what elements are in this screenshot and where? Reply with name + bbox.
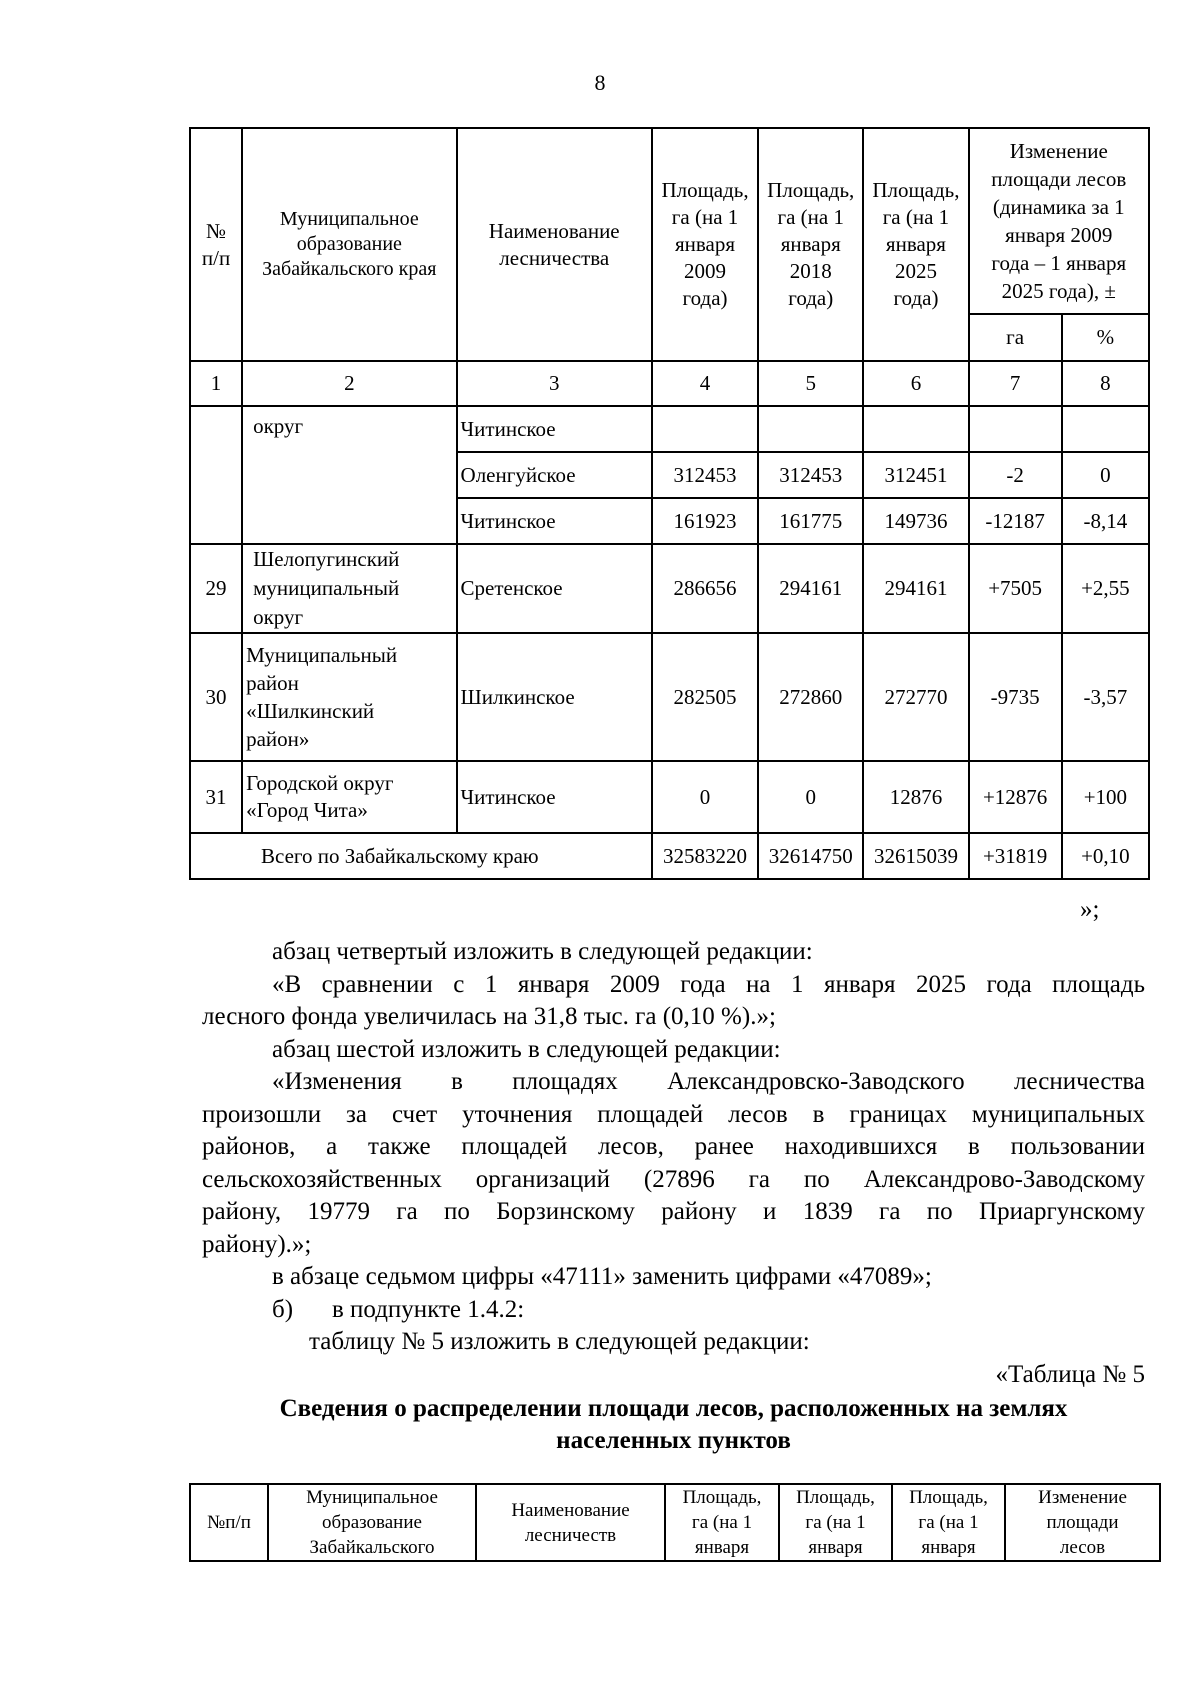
header-municipality: Муниципальное образование Забайкальского xyxy=(268,1484,476,1561)
paragraph: абзац шестой изложить в следующей редакции: xyxy=(272,1035,781,1063)
col-number: 5 xyxy=(758,361,863,406)
cell-change-ha xyxy=(969,406,1062,452)
total-row xyxy=(190,833,1149,879)
header-area-2009: Площадь, га (на 1 января 2009 года) xyxy=(652,128,758,361)
total-area-2025: 32615039 xyxy=(863,833,968,879)
cell-change-pct xyxy=(1062,406,1149,452)
paragraph: в абзаце седьмом цифры «47111» заменить цифрами «47089»; xyxy=(272,1263,932,1290)
header-change: Изменение площади лесов xyxy=(1005,1484,1160,1561)
col-number: 4 xyxy=(652,361,758,406)
paragraph: сельскохозяйственных организаций (27896 га по Александрово-Заводскому xyxy=(202,1165,1145,1193)
total-label: Всего по Забайкальскому краю xyxy=(190,833,652,879)
cell-municipality: Муниципальный район «Шилкинский район» xyxy=(242,633,456,761)
header-area: Площадь, га (на 1 января xyxy=(779,1484,892,1561)
table-row xyxy=(190,761,1149,833)
cell-area-2025: 272770 xyxy=(863,633,968,761)
paragraph: району, 19779 га по Борзинскому району и 1839 га по Приаргунскому xyxy=(202,1198,1145,1225)
cell-change-pct: 0 xyxy=(1062,452,1149,498)
list-text: в подпункте 1.4.2: xyxy=(332,1295,525,1323)
paragraph: таблицу № 5 изложить в следующей редакции: xyxy=(309,1328,810,1355)
cell-change-pct: +2,55 xyxy=(1062,544,1149,633)
col-number: 2 xyxy=(242,361,456,406)
cell-municipality: Шелопугинский муниципальный округ xyxy=(242,544,456,633)
cell-change-pct: -8,14 xyxy=(1062,498,1149,544)
header-pct: % xyxy=(1062,314,1149,361)
header-num: №п/п xyxy=(190,1484,268,1561)
header-area: Площадь, га (на 1 января xyxy=(665,1484,779,1561)
cell-area-2009: 0 xyxy=(652,761,758,833)
col-number: 7 xyxy=(969,361,1062,406)
table-row xyxy=(190,406,1149,452)
cell-num xyxy=(190,406,242,544)
cell-area-2025: 12876 xyxy=(863,761,968,833)
cell-forestry: Шилкинское xyxy=(457,633,652,761)
paragraph: районов, а также площадей лесов, ранее находившихся в пользовании xyxy=(202,1133,1145,1160)
cell-area-2009: 312453 xyxy=(652,452,758,498)
cell-area-2018: 272860 xyxy=(758,633,863,761)
cell-num: 31 xyxy=(190,761,242,833)
header-num: № п/п xyxy=(190,128,242,361)
cell-forestry: Оленгуйское xyxy=(457,452,652,498)
cell-num: 29 xyxy=(190,544,242,633)
cell-area-2009: 286656 xyxy=(652,544,758,633)
page-number: 8 xyxy=(594,70,606,95)
paragraph: «В сравнении с 1 января 2009 года на 1 января 2025 года площадь xyxy=(272,970,1145,998)
cell-area-2018: 161775 xyxy=(758,498,863,544)
col-number: 1 xyxy=(190,361,242,406)
cell-change-ha: -9735 xyxy=(969,633,1062,761)
paragraph: «Изменения в площадях Александровско-Заводского лесничества xyxy=(272,1068,1145,1095)
total-area-2009: 32583220 xyxy=(652,833,758,879)
paragraph: абзац четвертый изложить в следующей редакции: xyxy=(272,938,813,965)
header-forestry: Наименование лесничеств xyxy=(476,1484,665,1561)
cell-area-2009: 282505 xyxy=(652,633,758,761)
cell-change-pct: -3,57 xyxy=(1062,633,1149,761)
total-area-2018: 32614750 xyxy=(758,833,863,879)
header-forestry: Наименование лесничества xyxy=(457,128,652,361)
paragraph: произошли за счет уточнения площадей лесов в границах муниципальных xyxy=(202,1100,1145,1128)
table-row xyxy=(190,544,1149,633)
col-number: 6 xyxy=(863,361,968,406)
cell-change-pct: +100 xyxy=(1062,761,1149,833)
header-area: Площадь, га (на 1 января xyxy=(892,1484,1005,1561)
cell-change-ha: +7505 xyxy=(969,544,1062,633)
header-area-2018: Площадь, га (на 1 января 2018 года) xyxy=(758,128,863,361)
cell-area-2018: 294161 xyxy=(758,544,863,633)
cell-forestry: Читинское xyxy=(457,761,652,833)
header-change: Изменение площади лесов (динамика за 1 января 2009 года – 1 января 2025 года), ± xyxy=(969,128,1149,314)
total-change-ha: +31819 xyxy=(969,833,1062,879)
cell-change-ha: +12876 xyxy=(969,761,1062,833)
cell-change-ha: -12187 xyxy=(969,498,1062,544)
cell-area-2025: 294161 xyxy=(863,544,968,633)
cell-area-2009 xyxy=(652,406,758,452)
settlement-forest-table xyxy=(189,1483,1161,1562)
header-ha: га xyxy=(969,314,1062,361)
forest-area-table xyxy=(189,127,1150,880)
cell-area-2018: 0 xyxy=(758,761,863,833)
table-label: «Таблица № 5 xyxy=(995,1360,1145,1388)
cell-area-2009: 161923 xyxy=(652,498,758,544)
amendment-text xyxy=(202,936,1145,1391)
col-number: 8 xyxy=(1062,361,1149,406)
col-number: 3 xyxy=(457,361,652,406)
list-item xyxy=(202,1294,1145,1327)
cell-forestry: Читинское xyxy=(457,406,652,452)
table-title-line: Сведения о распределении площади лесов, расположенных на землях xyxy=(279,1395,1068,1422)
table-title xyxy=(202,1393,1145,1457)
total-change-pct: +0,10 xyxy=(1062,833,1149,879)
paragraph: лесного фонда увеличилась на 31,8 тыс. га (0,10 %).»; xyxy=(202,1003,776,1030)
header-area-2025: Площадь, га (на 1 января 2025 года) xyxy=(863,128,968,361)
table-title-line: населенных пунктов xyxy=(556,1427,791,1454)
cell-area-2025: 149736 xyxy=(863,498,968,544)
cell-num: 30 xyxy=(190,633,242,761)
column-numbers-row xyxy=(190,361,1149,406)
paragraph: району).»; xyxy=(202,1230,312,1258)
cell-municipality: округ xyxy=(242,406,456,544)
cell-area-2025 xyxy=(863,406,968,452)
table-row xyxy=(190,633,1149,761)
cell-area-2018 xyxy=(758,406,863,452)
closing-quote: »; xyxy=(1080,896,1100,923)
list-marker: б) xyxy=(272,1295,294,1323)
header-municipality: Муниципальное образование Забайкальского края xyxy=(242,128,456,361)
cell-forestry: Читинское xyxy=(457,498,652,544)
cell-municipality: Городской округ «Город Чита» xyxy=(242,761,456,833)
cell-area-2018: 312453 xyxy=(758,452,863,498)
cell-area-2025: 312451 xyxy=(863,452,968,498)
cell-change-ha: -2 xyxy=(969,452,1062,498)
cell-forestry: Сретенское xyxy=(457,544,652,633)
